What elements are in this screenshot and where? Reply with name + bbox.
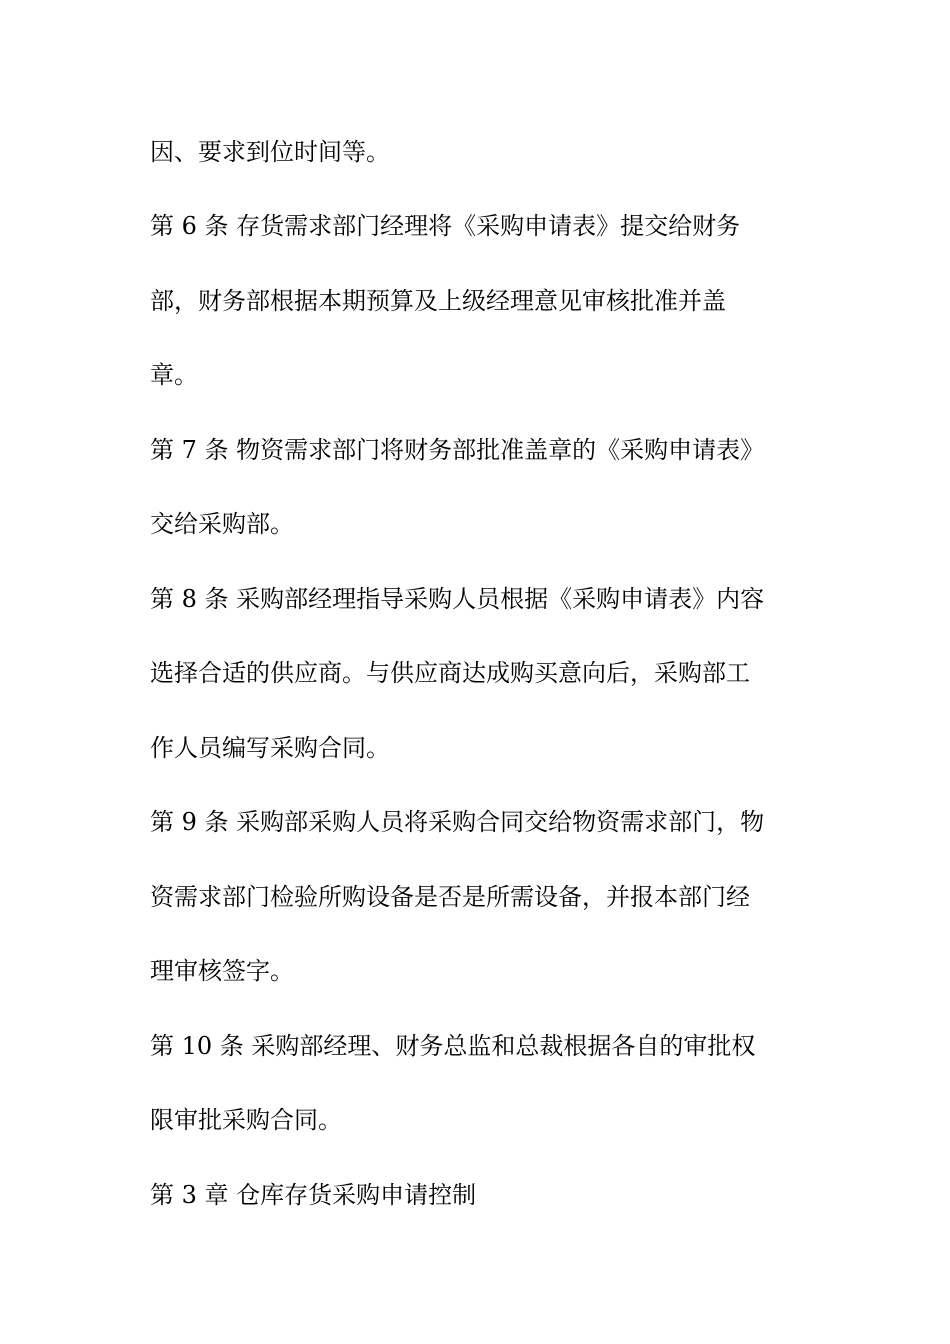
text-line: 资需求部门检验所购设备是否是所需设备，并报本部门经 [150,883,750,911]
text-line: 作人员编写采购合同。 [150,734,390,762]
text-line: 第 9 条 采购部采购人员将采购合同交给物资需求部门，物 [150,808,765,836]
text-line: 第 7 条 物资需求部门将财务部批准盖章的《采购申请表》 [150,436,765,464]
text-line: 限审批采购合同。 [150,1106,342,1134]
text-line: 选择合适的供应商。与供应商达成购买意向后，采购部工 [150,659,750,687]
text-line: 章。 [150,361,198,389]
text-line: 第 6 条 存货需求部门经理将《采购申请表》提交给财务 [150,212,741,240]
text-line: 部，财务部根据本期预算及上级经理意见审核批准并盖 [150,287,726,315]
text-line: 因、要求到位时间等。 [150,138,390,166]
text-line: 理审核签字。 [150,957,294,985]
text-line: 第 8 条 采购部经理指导采购人员根据《采购申请表》内容 [150,585,765,613]
text-line: 交给采购部。 [150,510,294,538]
chapter-heading: 第 3 章 仓库存货采购申请控制 [150,1181,477,1209]
text-line: 第 10 条 采购部经理、财务总监和总裁根据各自的审批权 [150,1032,756,1060]
